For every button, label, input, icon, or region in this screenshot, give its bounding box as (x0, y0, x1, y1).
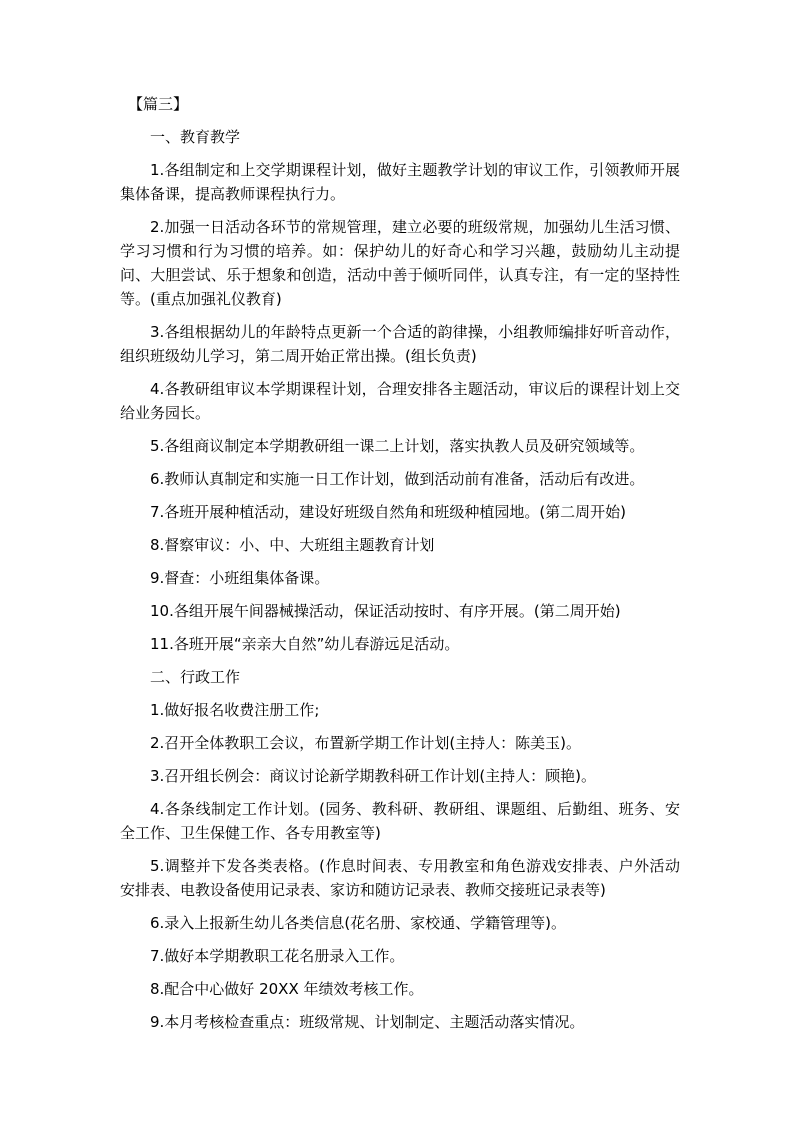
section-heading-administration: 二、行政工作 (150, 668, 241, 686)
list-item: 1.各组制定和上交学期课程计划，做好主题教学计划的审议工作，引领教师开展集体备课，提高教师课程执行力。 (120, 161, 680, 203)
list-item: 2.加强一日活动各环节的常规管理，建立必要的班级常规，加强幼儿生活习惯、学习习惯和行为习惯的培养。如：保护幼儿的好奇心和学习兴趣，鼓励幼儿主动提问、大胆尝试、乐于想象和创造，活动中善于倾听同伴，认真专注，有一定的坚持性等。(重点加强礼仪教育) (120, 218, 680, 308)
section-heading-education: 一、教育教学 (150, 128, 241, 146)
list-item: 5.调整并下发各类表格。(作息时间表、专用教室和角色游戏安排表、户外活动安排表、电教设备使用记录表、家访和随访记录表、教师交接班记录表等) (120, 857, 680, 899)
list-item: 7.做好本学期教职工花名册录入工作。 (150, 947, 405, 965)
list-item: 7.各班开展种植活动，建设好班级自然角和班级种植园地。(第二周开始) (150, 503, 627, 521)
document-title: 【篇三】 (128, 95, 189, 113)
list-item: 6.录入上报新生幼儿各类信息(花名册、家校通、学籍管理等)。 (150, 914, 567, 932)
list-item: 3.召开组长例会：商议讨论新学期教科研工作计划(主持人：顾艳)。 (150, 767, 597, 785)
list-item: 9.本月考核检查重点：班级常规、计划制定、主题活动落实情况。 (150, 1013, 585, 1031)
list-item: 6.教师认真制定和实施一日工作计划，做到活动前有准备，活动后有改进。 (150, 470, 645, 488)
list-item: 4.各条线制定工作计划。(园务、教科研、教研组、课题组、后勤组、班务、安全工作、卫生保健工作、各专用教室等) (120, 800, 680, 842)
document-page (120, 92, 680, 1043)
list-item: 8.督察审议：小、中、大班组主题教育计划 (150, 536, 435, 554)
list-item: 3.各组根据幼儿的年龄特点更新一个合适的韵律操，小组教师编排好听音动作，组织班级幼儿学习，第二周开始正常出操。(组长负责) (120, 323, 680, 365)
list-item: 8.配合中心做好 20XX 年绩效考核工作。 (150, 980, 424, 998)
list-item: 5.各组商议制定本学期教研组一课二上计划，落实执教人员及研究领域等。 (150, 437, 645, 455)
list-item: 10.各组开展午间器械操活动，保证活动按时、有序开展。(第二周开始) (150, 602, 621, 620)
list-item: 9.督查：小班组集体备课。 (150, 569, 330, 587)
list-item: 4.各教研组审议本学期课程计划，合理安排各主题活动，审议后的课程计划上交给业务园长。 (120, 380, 680, 422)
list-item: 11.各班开展“亲亲大自然”幼儿春游远足活动。 (150, 635, 460, 653)
list-item: 1.做好报名收费注册工作; (150, 701, 320, 719)
list-item: 2.召开全体教职工会议，布置新学期工作计划(主持人：陈美玉)。 (150, 734, 582, 752)
